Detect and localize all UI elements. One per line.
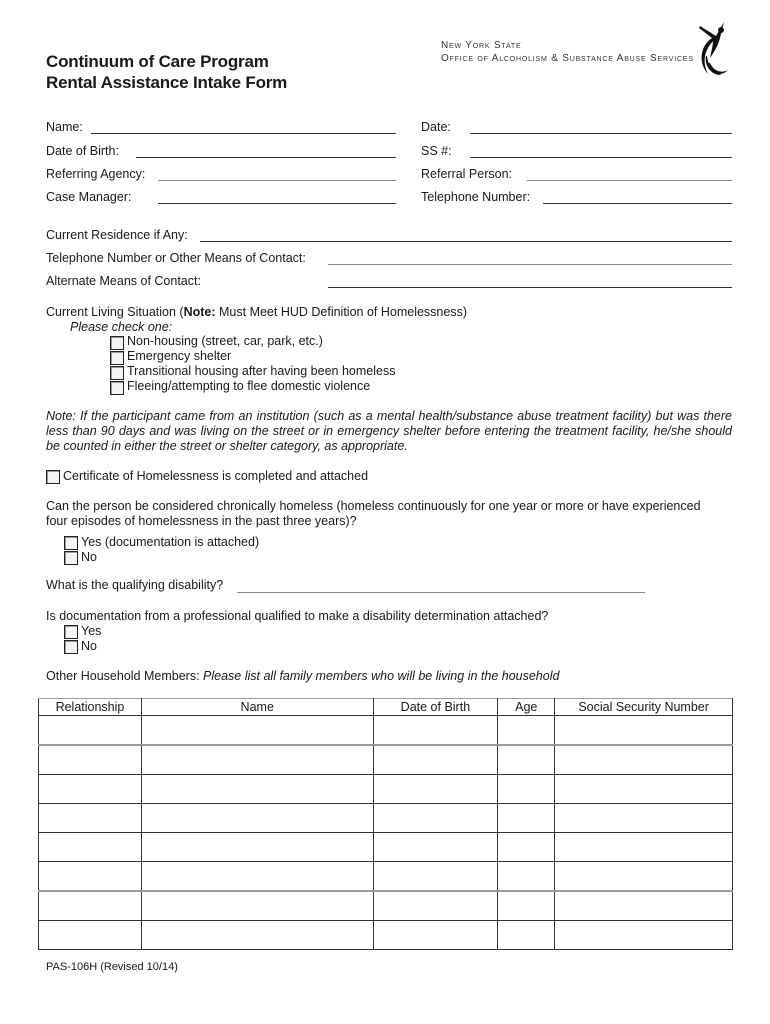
cell-dob[interactable] — [373, 862, 498, 892]
cell-name[interactable] — [141, 804, 373, 833]
certificate-checkbox[interactable] — [46, 470, 60, 484]
cell-relationship[interactable] — [39, 716, 142, 746]
table-row — [39, 862, 733, 892]
date-label: Date: — [421, 120, 451, 134]
cell-age[interactable] — [498, 716, 555, 746]
cell-name[interactable] — [141, 833, 373, 862]
cell-age[interactable] — [498, 745, 555, 775]
oasas-logo-icon — [690, 18, 740, 78]
table-header-row — [39, 699, 733, 716]
certificate-label: Certificate of Homelessness is completed and attached — [63, 469, 369, 483]
referring-agency-label: Referring Agency: — [46, 167, 146, 181]
non-housing-label: Non-housing (street, car, park, etc.) — [127, 334, 323, 348]
referral-person-field[interactable] — [527, 180, 732, 181]
table-row — [39, 891, 733, 921]
documentation-yes-checkbox[interactable] — [64, 625, 78, 639]
table-row — [39, 921, 733, 950]
column-header-dob: Date of Birth — [373, 699, 498, 716]
agency-state: New York State — [441, 40, 522, 51]
dob-field[interactable] — [136, 157, 396, 158]
cell-dob[interactable] — [373, 833, 498, 862]
cell-age[interactable] — [498, 862, 555, 892]
cell-dob[interactable] — [373, 745, 498, 775]
documentation-question: Is documentation from a professional qualified to make a disability determination attached? — [46, 609, 549, 623]
cell-name[interactable] — [141, 891, 373, 921]
transitional-housing-checkbox[interactable] — [110, 366, 124, 380]
cell-ssn[interactable] — [555, 775, 733, 804]
chronic-yes-checkbox[interactable] — [64, 536, 78, 550]
cell-name[interactable] — [141, 716, 373, 746]
telephone-field[interactable] — [543, 203, 732, 204]
cell-ssn[interactable] — [555, 745, 733, 775]
cell-ssn[interactable] — [555, 833, 733, 862]
transitional-housing-label: Transitional housing after having been homeless — [127, 364, 396, 378]
cell-name[interactable] — [141, 921, 373, 950]
column-header-relationship: Relationship — [39, 699, 142, 716]
current-residence-label: Current Residence if Any: — [46, 228, 188, 242]
household-instruction: Please list all family members who will be living in the household — [203, 669, 560, 683]
name-label: Name: — [46, 120, 83, 134]
cell-dob[interactable] — [373, 775, 498, 804]
living-situation-prefix: Current Living Situation ( — [46, 305, 184, 319]
table-row — [39, 804, 733, 833]
emergency-shelter-checkbox[interactable] — [110, 351, 124, 365]
living-situation-note-bold: Note: — [183, 305, 216, 319]
chronic-question-line1: Can the person be considered chronically homeless (homeless continuously for one year or more or have experienced — [46, 499, 701, 513]
household-label-text: Other Household Members: — [46, 669, 204, 683]
cell-relationship[interactable] — [39, 775, 142, 804]
cell-ssn[interactable] — [555, 804, 733, 833]
non-housing-checkbox[interactable] — [110, 336, 124, 350]
cell-ssn[interactable] — [555, 891, 733, 921]
cell-ssn[interactable] — [555, 716, 733, 746]
cell-relationship[interactable] — [39, 745, 142, 775]
cell-age[interactable] — [498, 833, 555, 862]
fleeing-violence-checkbox[interactable] — [110, 381, 124, 395]
documentation-no-label: No — [81, 639, 97, 653]
chronic-yes-label: Yes (documentation is attached) — [81, 535, 260, 549]
cell-ssn[interactable] — [555, 862, 733, 892]
ss-field[interactable] — [470, 157, 732, 158]
living-situation-instruction: Please check one: — [70, 320, 173, 334]
cell-name[interactable] — [141, 745, 373, 775]
case-manager-field[interactable] — [158, 203, 396, 204]
household-members-table — [38, 698, 733, 950]
ss-label: SS #: — [421, 144, 452, 158]
living-situation-label — [46, 305, 467, 319]
dob-label: Date of Birth: — [46, 144, 119, 158]
fleeing-violence-label: Fleeing/attempting to flee domestic violence — [127, 379, 371, 393]
cell-age[interactable] — [498, 921, 555, 950]
cell-age[interactable] — [498, 804, 555, 833]
cell-dob[interactable] — [373, 804, 498, 833]
cell-relationship[interactable] — [39, 862, 142, 892]
telephone-other-field[interactable] — [328, 264, 732, 265]
disability-label: What is the qualifying disability? — [46, 578, 224, 592]
alternate-contact-field[interactable] — [328, 287, 732, 288]
chronic-question-line2: four episodes of homelessness in the past three years)? — [46, 514, 357, 528]
cell-relationship[interactable] — [39, 891, 142, 921]
table-row — [39, 745, 733, 775]
disability-field[interactable] — [237, 592, 645, 593]
household-label — [46, 669, 559, 683]
referring-agency-field[interactable] — [158, 180, 396, 181]
current-residence-field[interactable] — [200, 241, 732, 242]
cell-dob[interactable] — [373, 891, 498, 921]
documentation-yes-label: Yes — [81, 624, 102, 638]
telephone-label: Telephone Number: — [421, 190, 531, 204]
cell-relationship[interactable] — [39, 921, 142, 950]
telephone-other-label: Telephone Number or Other Means of Contact: — [46, 251, 306, 265]
chronic-no-label: No — [81, 550, 97, 564]
cell-name[interactable] — [141, 862, 373, 892]
column-header-name: Name — [141, 699, 373, 716]
cell-dob[interactable] — [373, 716, 498, 746]
form-title-line2: Rental Assistance Intake Form — [46, 73, 288, 92]
agency-office: Office of Alcoholism & Substance Abuse Services — [441, 53, 694, 64]
date-field[interactable] — [470, 133, 732, 134]
emergency-shelter-label: Emergency shelter — [127, 349, 232, 363]
cell-ssn[interactable] — [555, 921, 733, 950]
form-number: PAS-106H (Revised 10/14) — [46, 961, 178, 973]
name-field[interactable] — [91, 133, 396, 134]
living-situation-suffix: Must Meet HUD Definition of Homelessness) — [215, 305, 468, 319]
table-row — [39, 775, 733, 804]
referral-person-label: Referral Person: — [421, 167, 513, 181]
institution-note: Note: If the participant came from an institution (such as a mental health/substance abuse treatment facility) but was there less than 90 days and was living on the street or in emergency shelter before entering the treatment facility, he/she should be counted in either the street or shelter category, as appropriate. — [46, 409, 732, 453]
alternate-contact-label: Alternate Means of Contact: — [46, 274, 201, 288]
cell-age[interactable] — [498, 775, 555, 804]
cell-age[interactable] — [498, 891, 555, 921]
cell-dob[interactable] — [373, 921, 498, 950]
cell-relationship[interactable] — [39, 833, 142, 862]
column-header-age: Age — [498, 699, 555, 716]
cell-relationship[interactable] — [39, 804, 142, 833]
table-row — [39, 716, 733, 746]
column-header-ssn: Social Security Number — [555, 699, 733, 716]
case-manager-label: Case Manager: — [46, 190, 132, 204]
chronic-no-checkbox[interactable] — [64, 551, 78, 565]
table-row — [39, 833, 733, 862]
cell-name[interactable] — [141, 775, 373, 804]
form-title-line1: Continuum of Care Program — [46, 52, 269, 71]
documentation-no-checkbox[interactable] — [64, 640, 78, 654]
